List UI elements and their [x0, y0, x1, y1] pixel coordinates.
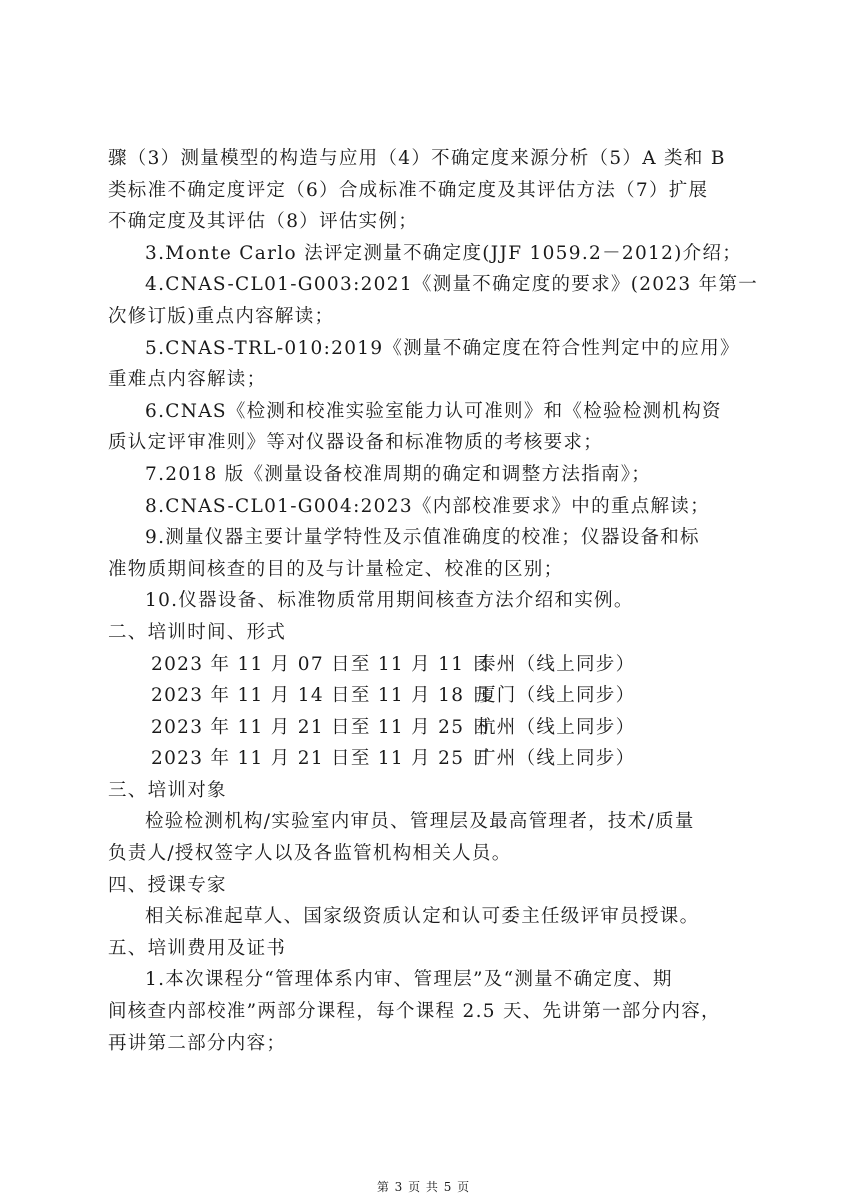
body-line: 间核查内部校准”两部分课程，每个课程 2.5 天、先讲第一部分内容，	[108, 1001, 721, 1023]
section-heading: 三、培训对象	[108, 779, 227, 801]
body-line: 相关标准起草人、国家级资质认定和认可委主任级评审员授课。	[145, 906, 700, 928]
body-line: 质认定评审准则》等对仪器设备和标准物质的考核要求；	[108, 432, 604, 454]
schedule-dates: 2023 年 11 月 21 日至 11 月 25 日	[151, 716, 492, 738]
section-heading: 五、培训费用及证书	[108, 937, 287, 959]
body-line: 次修订版)重点内容解读；	[108, 305, 335, 327]
schedule-dates: 2023 年 11 月 14 日至 11 月 18 日	[151, 685, 492, 707]
section-heading: 四、授课专家	[108, 874, 227, 896]
section-heading: 二、培训时间、形式	[108, 621, 287, 643]
document-body	[0, 143, 847, 1059]
list-item: 1.本次课程分“管理体系内审、管理层”及“测量不确定度、期	[145, 969, 673, 991]
schedule-place: 广州（线上同步）	[477, 748, 636, 770]
list-item: 5.CNAS-TRL-010:2019《测量不确定度在符合性判定中的应用》	[145, 337, 740, 359]
list-item: 8.CNAS-CL01-G004:2023《内部校准要求》中的重点解读；	[145, 495, 710, 517]
body-line: 骤（3）测量模型的构造与应用（4）不确定度来源分析（5）A 类和 B	[108, 148, 726, 169]
body-line: 再讲第二部分内容；	[108, 1032, 287, 1054]
list-item: 3.Monte Carlo 法评定测量不确定度(JJF 1059.2－2012)介绍；	[145, 242, 743, 264]
schedule-place: 厦门（线上同步）	[477, 685, 636, 707]
list-item: 7.2018 版《测量设备校准周期的确定和调整方法指南》；	[145, 463, 652, 485]
body-line: 检验检测机构/实验室内审员、管理层及最高管理者，技术/质量	[145, 811, 695, 833]
schedule-dates: 2023 年 11 月 07 日至 11 月 11 日	[151, 653, 492, 675]
body-line: 准物质期间核查的目的及与计量检定、校准的区别；	[108, 558, 564, 580]
list-item: 6.CNAS《检测和校准实验室能力认可准则》和《检验检测机构资	[145, 400, 722, 422]
list-item: 10.仪器设备、标准物质常用期间核查方法介绍和实例。	[145, 590, 634, 612]
schedule-dates: 2023 年 11 月 21 日至 11 月 25 日	[151, 748, 492, 770]
body-line: 重难点内容解读；	[108, 369, 267, 391]
schedule-place: 泰州（线上同步）	[477, 653, 636, 675]
schedule-row	[0, 649, 847, 681]
body-line: 类标准不确定度评定（6）合成标准不确定度及其评估方法（7）扩展	[108, 179, 709, 201]
schedule-row	[0, 712, 847, 744]
list-item: 9.测量仪器主要计量学特性及示值准确度的校准；仪器设备和标	[145, 527, 700, 549]
body-line: 负责人/授权签字人以及各监管机构相关人员。	[108, 843, 512, 865]
body-line: 不确定度及其评估（8）评估实例；	[108, 211, 419, 233]
page-number: 第 3 页 共 5 页	[376, 1180, 471, 1194]
list-item: 4.CNAS-CL01-G003:2021《测量不确定度的要求》(2023 年第一	[145, 274, 759, 296]
schedule-place: 杭州（线上同步）	[477, 716, 636, 738]
schedule-row	[0, 743, 847, 775]
schedule-row	[0, 680, 847, 712]
